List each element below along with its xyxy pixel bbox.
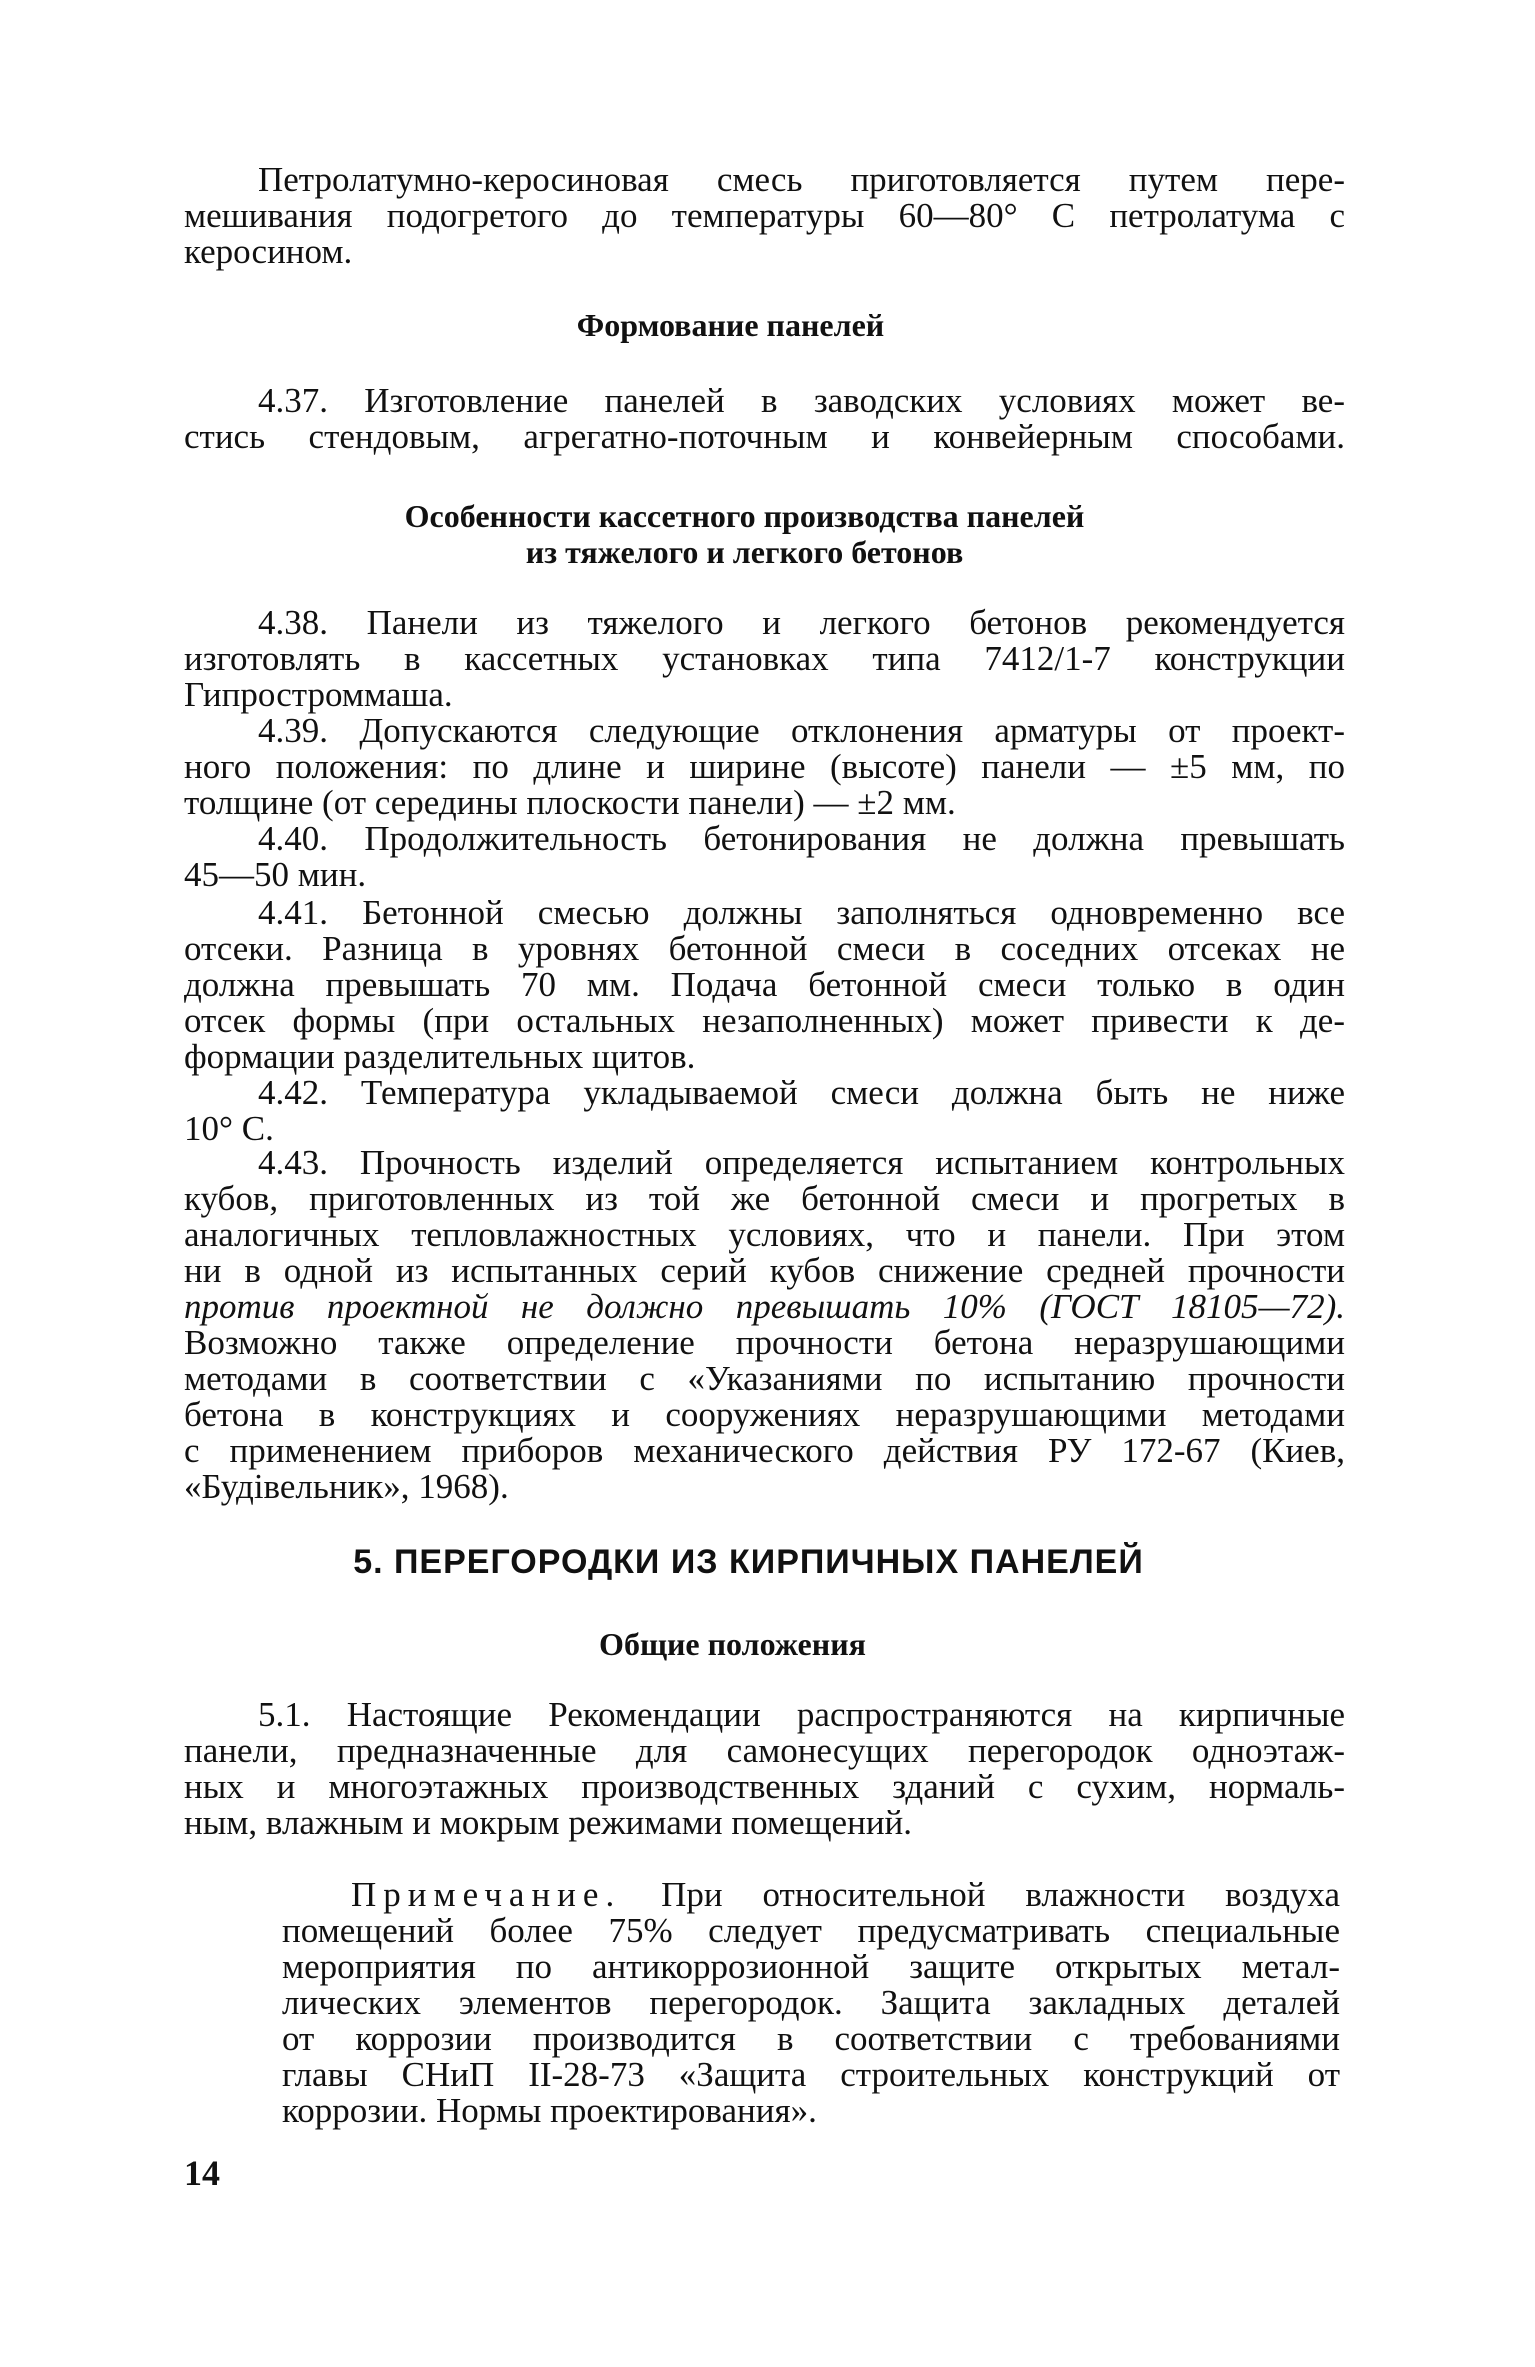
text-line: против проектной не должно превышать 10% (ГОСТ 18105—72). — [184, 1287, 1345, 1326]
text-line: 5.1. Настоящие Рекомендации распространяются на кирпичные — [258, 1695, 1345, 1734]
text-line: ных и многоэтажных производственных зданий с сухим, нормаль- — [184, 1767, 1345, 1806]
text-line: «Будівельник», 1968). — [184, 1467, 509, 1506]
text-line: Возможно также определение прочности бетона неразрушающими — [184, 1323, 1345, 1362]
text-line: отсеки. Разница в уровнях бетонной смеси в соседних отсеках не — [184, 929, 1345, 968]
note-text: При относительной влажности воздуха — [661, 1875, 1341, 1914]
text-line: аналогичных тепловлажностных условиях, что и панели. При этом — [184, 1215, 1345, 1254]
text-line: Петролатумно-керосиновая смесь приготовляется путем пере- — [258, 160, 1345, 199]
text-line: панели, предназначенные для самонесущих перегородок одноэтаж- — [184, 1731, 1345, 1770]
subheading: Особенности кассетного производства панелей — [404, 498, 1085, 534]
text-line: методами в соответствии с «Указаниями по испытанию прочности — [184, 1359, 1345, 1398]
page-number: 14 — [184, 2153, 220, 2193]
text-line: ным, влажным и мокрым режимами помещений. — [184, 1803, 913, 1842]
text-line: 4.38. Панели из тяжелого и легкого бетонов рекомендуется — [258, 603, 1345, 642]
text-line: мешивания подогретого до температуры 60—80° С петролатума с — [184, 196, 1345, 235]
section-title: 5. ПЕРЕГОРОДКИ ИЗ КИРПИЧНЫХ ПАНЕЛЕЙ — [353, 1543, 1144, 1581]
subheading: Формование панелей — [576, 307, 885, 343]
text-line: 45—50 мин. — [184, 855, 367, 894]
note-first-line — [351, 1875, 1340, 1915]
subheading: Общие положения — [599, 1626, 866, 1662]
text-line: с применением приборов механического действия РУ 172-67 (Киев, — [184, 1431, 1345, 1470]
subheading: из тяжелого и легкого бетонов — [525, 534, 964, 570]
text-line: толщине (от середины плоскости панели) — ±2 мм. — [184, 783, 956, 822]
text-line: главы СНиП II-28-73 «Защита строительных конструкций от — [282, 2055, 1340, 2094]
text-line: изготовлять в кассетных установках типа 7412/1-7 конструкции — [184, 639, 1345, 678]
text-line: Гипростроммаша. — [184, 675, 453, 714]
text-line: бетона в конструкциях и сооружениях неразрушающими методами — [184, 1395, 1345, 1434]
text-line: 4.42. Температура укладываемой смеси должна быть не ниже — [258, 1073, 1345, 1112]
text-line: мероприятия по антикоррозионной защите открытых метал- — [282, 1947, 1340, 1986]
text-line: коррозии. Нормы проектирования». — [282, 2091, 817, 2130]
text-line: керосином. — [184, 232, 353, 271]
text-line: помещений более 75% следует предусматривать специальные — [282, 1911, 1340, 1950]
text-line: от коррозии производится в соответствии с требованиями — [282, 2019, 1340, 2058]
text-line: отсек формы (при остальных незаполненных) может привести к де- — [184, 1001, 1345, 1040]
text-line: 4.37. Изготовление панелей в заводских условиях может ве- — [258, 381, 1345, 420]
text-line: 4.43. Прочность изделий определяется испытанием контрольных — [258, 1143, 1345, 1182]
text-line: ного положения: по длине и ширине (высоте) панели — ±5 мм, по — [184, 747, 1345, 786]
text-line: должна превышать 70 мм. Подача бетонной смеси только в один — [184, 965, 1345, 1004]
text-line: стись стендовым, агрегатно-поточным и конвейерным способами. — [184, 417, 1345, 456]
note-label: Примечание. — [351, 1875, 622, 1914]
text-line: кубов, приготовленных из той же бетонной смеси и прогретых в — [184, 1179, 1345, 1218]
text-line: 4.41. Бетонной смесью должны заполняться одновременно все — [258, 893, 1345, 932]
text-line: 10° С. — [184, 1109, 274, 1148]
text-line: формации разделительных щитов. — [184, 1037, 696, 1076]
text-line: 4.39. Допускаются следующие отклонения арматуры от проект- — [258, 711, 1345, 750]
text-line: 4.40. Продолжительность бетонирования не должна превышать — [258, 819, 1345, 858]
text-line: ни в одной из испытанных серий кубов снижение средней прочности — [184, 1251, 1345, 1290]
text-line: лических элементов перегородок. Защита закладных деталей — [282, 1983, 1340, 2022]
